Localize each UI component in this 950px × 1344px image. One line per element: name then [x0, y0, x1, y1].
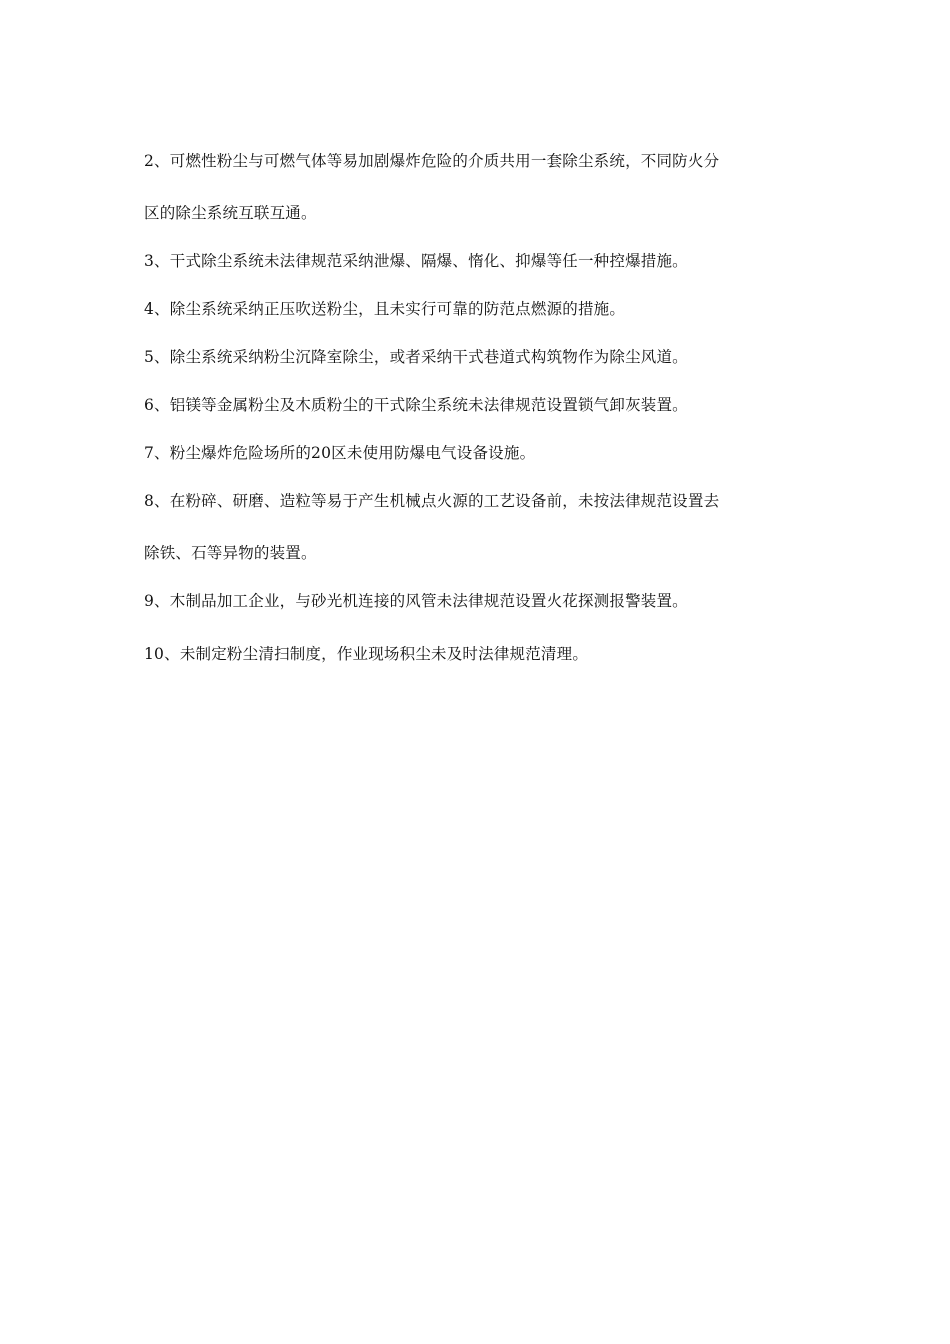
item-4: 4、除尘系统采纳正压吹送粉尘，且未实行可靠的防范点燃源的措施。	[144, 300, 626, 318]
item-9: 9、木制品加工企业，与砂光机连接的风管未法律规范设置火花探测报警装置。	[144, 592, 688, 610]
item-2-line-1: 2、可燃性粉尘与可燃气体等易加剧爆炸危险的介质共用一套除尘系统，不同防火分	[144, 152, 720, 170]
item-8-line-2: 除铁、石等异物的装置。	[144, 544, 317, 562]
item-3: 3、干式除尘系统未法律规范采纳泄爆、隔爆、惰化、抑爆等任一种控爆措施。	[144, 252, 688, 270]
item-5: 5、除尘系统采纳粉尘沉降室除尘，或者采纳干式巷道式构筑物作为除尘风道。	[144, 348, 688, 366]
item-7: 7、粉尘爆炸危险场所的20区未使用防爆电气设备设施。	[144, 444, 536, 462]
item-2-line-2: 区的除尘系统互联互通。	[144, 204, 317, 222]
item-6: 6、铝镁等金属粉尘及木质粉尘的干式除尘系统未法律规范设置锁气卸灰装置。	[144, 396, 688, 414]
document-body	[144, 148, 806, 668]
item-10: 10、未制定粉尘清扫制度，作业现场积尘未及时法律规范清理。	[144, 645, 589, 663]
item-8-line-1: 8、在粉碎、研磨、造粒等易于产生机械点火源的工艺设备前，未按法律规范设置去	[144, 492, 720, 510]
